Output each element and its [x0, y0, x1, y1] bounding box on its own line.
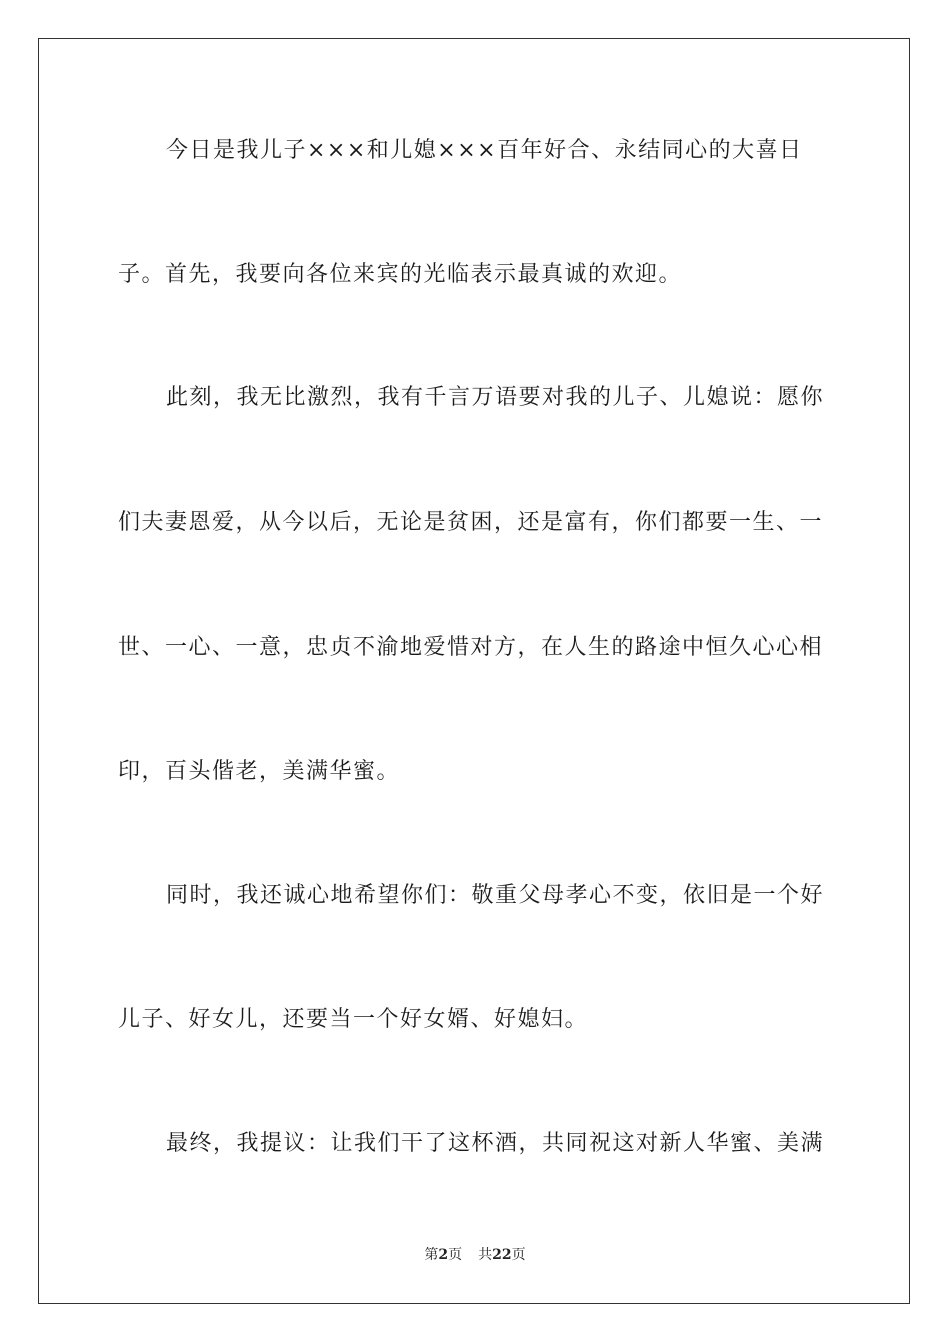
page-footer [0, 1246, 950, 1264]
paragraph-1-line-1: 今日是我儿子×××和儿媳×××百年好合、永结同心的大喜日 [166, 138, 803, 163]
page-number: 2 [438, 1247, 449, 1263]
paragraph-2-line-4: 印，百头偕老，美满华蜜。 [118, 759, 401, 784]
total-suffix: 页 [511, 1247, 526, 1263]
paragraph-2-line-2: 们夫妻恩爱，从今以后，无论是贫困，还是富有，你们都要一生、一 [118, 510, 824, 535]
paragraph-1-line-2: 子。首先，我要向各位来宾的光临表示最真诚的欢迎。 [118, 262, 683, 287]
total-pages-indicator [478, 1246, 525, 1264]
paragraph-2-line-3: 世、一心、一意，忠贞不渝地爱惜对方，在人生的路途中恒久心心相 [118, 635, 824, 660]
page-indicator [424, 1246, 462, 1264]
page-prefix: 第 [424, 1247, 439, 1263]
paragraph-3-line-1: 同时，我还诚心地希望你们：敬重父母孝心不变，依旧是一个好 [166, 883, 825, 908]
page-border [38, 38, 910, 1304]
total-prefix: 共 [478, 1247, 493, 1263]
page-suffix: 页 [448, 1247, 463, 1263]
total-pages: 22 [492, 1247, 512, 1263]
paragraph-3-line-2: 儿子、好女儿，还要当一个好女婿、好媳妇。 [118, 1007, 589, 1032]
paragraph-2-line-1: 此刻，我无比激烈，我有千言万语要对我的儿子、儿媳说：愿你 [166, 385, 825, 410]
paragraph-4-line-1: 最终，我提议：让我们干了这杯酒，共同祝这对新人华蜜、美满 [166, 1131, 825, 1156]
